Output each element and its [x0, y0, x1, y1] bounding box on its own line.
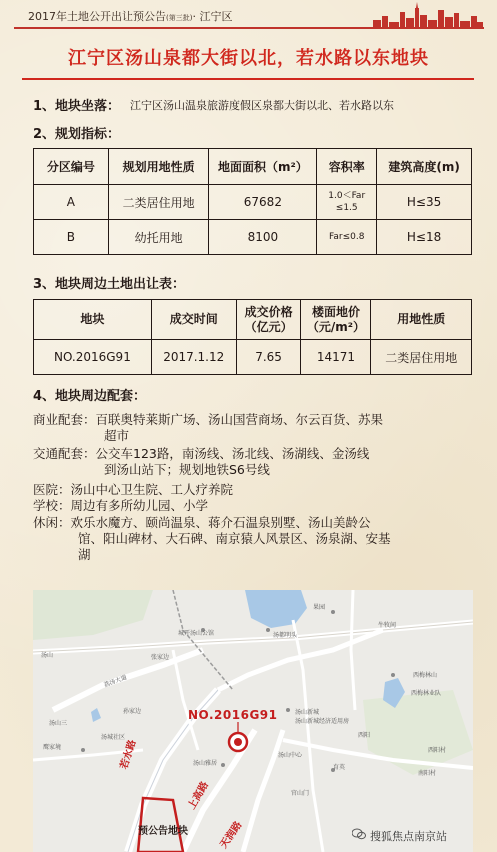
- col-header: 用地性质: [371, 300, 472, 340]
- table-cell: NO.2016G91: [34, 340, 152, 375]
- map-label: 汤都明头: [273, 632, 298, 639]
- page-title: 江宁区汤山泉都大街以北，若水路以东地块: [68, 48, 429, 69]
- amenity-label: 商业配套：: [33, 412, 96, 427]
- wechat-icon: [352, 828, 366, 840]
- plot-label: NO.2016G91: [188, 708, 278, 722]
- table-cell: B: [34, 220, 109, 255]
- col-header: 规划用地性质: [108, 149, 209, 185]
- map-label: 西梅林业队: [411, 690, 442, 697]
- header: [0, 0, 497, 30]
- road-label-tianrun: 天润路: [218, 819, 245, 851]
- col-header: 建筑高度(m): [377, 149, 472, 185]
- table-row: [34, 185, 472, 220]
- col-header: 地面面积（m²）: [209, 149, 317, 185]
- map-label: 汤山: [41, 652, 54, 659]
- map-label: 果园: [313, 604, 326, 611]
- table-cell: A: [34, 185, 109, 220]
- map-label: 张家边: [151, 654, 170, 661]
- map-label: 汤山雅居: [193, 760, 218, 767]
- header-text: [28, 8, 232, 24]
- table-cell: H≤18: [377, 220, 472, 255]
- table-cell: 幼托用地: [108, 220, 209, 255]
- location-map[interactable]: [33, 590, 473, 852]
- header-main: 2017年土地公开出让预公告: [28, 10, 166, 23]
- map-label: 南阳村: [418, 770, 437, 777]
- amenity-label: 学校：: [33, 498, 71, 513]
- map-label: 荔汤大道: [102, 674, 128, 689]
- section1-heading: 1、地块坐落：: [33, 99, 121, 114]
- table-row: [34, 340, 472, 375]
- table-cell: 67682: [209, 185, 317, 220]
- table-cell: 2017.1.12: [151, 340, 236, 375]
- location-value: 江宁区汤山温泉旅游度假区泉都大街以北、若水路以东: [130, 99, 394, 112]
- amenity-transport: [33, 446, 369, 478]
- table-header-row: [34, 149, 472, 185]
- road-label-shanggao: 上高路: [186, 780, 211, 812]
- col-header: 成交价格（亿元）: [236, 300, 301, 340]
- table-cell: Far≤0.8: [317, 220, 377, 255]
- table-cell: 7.65: [236, 340, 301, 375]
- amenity-line: 欢乐水魔方、颐尚温泉、蒋介石温泉别墅、汤山美龄公: [70, 515, 371, 530]
- map-label: 城开汤山公馆: [178, 630, 215, 637]
- col-header: 容积率: [317, 149, 377, 185]
- title-rule: [22, 78, 474, 80]
- map-label: 汤山新城经济适用房: [295, 718, 350, 725]
- preannounce-plot-label: 预公告地块: [138, 826, 188, 837]
- amenity-line: 到汤山站下；规划地铁S6号线: [104, 462, 270, 477]
- table-cell: 8100: [209, 220, 317, 255]
- col-header: 成交时间: [151, 300, 236, 340]
- map-label: 汤山三: [49, 720, 68, 727]
- amenity-line: 汤山中心卫生院、工人疗养院: [70, 482, 234, 497]
- transaction-table: [33, 299, 472, 375]
- map-label: 汤城社区: [101, 734, 126, 741]
- col-header: 地块: [34, 300, 152, 340]
- amenity-line: 百联奥特莱斯广场、汤山国营商场、尔云百货、苏果: [95, 412, 384, 427]
- map-label: 西梅林山: [413, 672, 438, 679]
- table-header-row: [34, 300, 472, 340]
- table-cell: 二类居住用地: [371, 340, 472, 375]
- map-label: 汤山新城: [295, 709, 320, 716]
- col-header: 楼面地价（元/m²）: [301, 300, 371, 340]
- skyline-icon: [373, 2, 483, 28]
- map-label: 牛牧间: [378, 622, 397, 629]
- amenity-school: [33, 498, 208, 514]
- header-small: (第三批): [166, 14, 193, 22]
- map-label: 孙家边: [123, 708, 142, 715]
- table-cell: H≤35: [377, 185, 472, 220]
- amenity-line: 馆、阳山碑材、大石碑、南京猿人风景区、汤泉湖、安基: [78, 531, 391, 546]
- map-label: 西阳村: [428, 747, 447, 754]
- amenity-label: 医院：: [33, 482, 71, 497]
- header-tail: · 江宁区: [192, 10, 233, 23]
- amenity-line: 超市: [104, 428, 130, 443]
- planning-table: [33, 148, 472, 255]
- map-label: 鹰家境: [43, 744, 62, 751]
- map-label: 西阳: [358, 732, 371, 739]
- amenity-commercial: [33, 412, 383, 444]
- amenity-hospital: [33, 482, 233, 498]
- amenity-line: 周边有多所幼儿园、小学: [70, 498, 209, 513]
- table-cell: 二类居住用地: [108, 185, 209, 220]
- table-row: [34, 220, 472, 255]
- watermark: 搜狐焦点南京站: [370, 830, 447, 843]
- amenity-line: 公交车123路，南汤线、汤北线、汤湖线、金汤线: [95, 446, 370, 461]
- header-divider: [14, 27, 484, 29]
- table-cell: 1.0＜Far ≤1.5: [317, 185, 377, 220]
- amenity-leisure: [33, 515, 391, 563]
- section3-heading: 3、地块周边土地出让表：: [33, 277, 186, 292]
- map-label: 育英: [333, 764, 346, 771]
- amenity-line: 湖: [78, 547, 91, 562]
- map-label: 官山门: [291, 790, 310, 797]
- map-label: 汤山中心: [278, 752, 303, 759]
- amenity-label: 休闲：: [33, 515, 71, 530]
- amenity-label: 交通配套：: [33, 446, 96, 461]
- section2-heading: 2、规划指标：: [33, 127, 121, 142]
- section4-heading: 4、地块周边配套：: [33, 389, 147, 404]
- table-cell: 14171: [301, 340, 371, 375]
- col-header: 分区编号: [34, 149, 109, 185]
- road-label-ruoshui: 若水路: [118, 738, 139, 771]
